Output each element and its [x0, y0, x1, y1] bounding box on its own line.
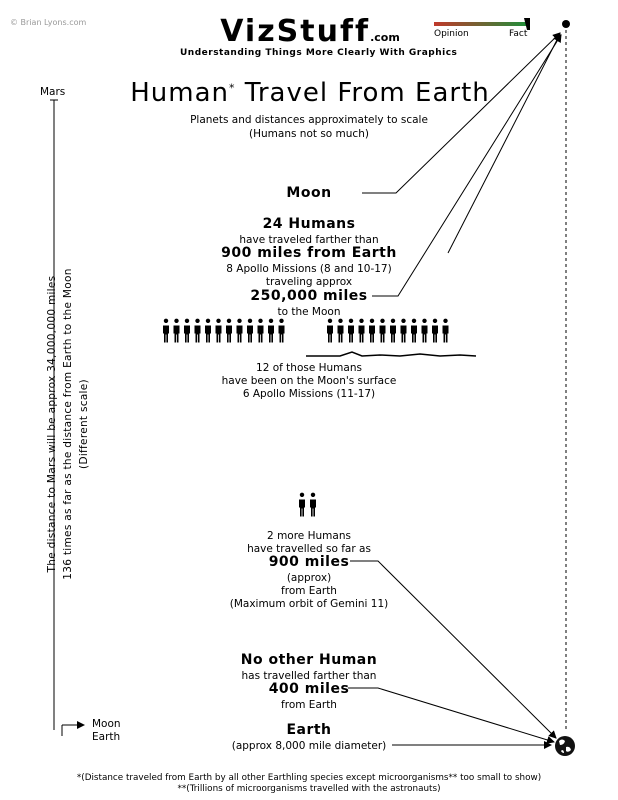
apollo-line4: to the Moon — [277, 306, 341, 318]
moonwalker-figure — [380, 319, 386, 343]
astronaut-figure — [163, 319, 169, 343]
surface-line2: have been on the Moon's surface — [221, 375, 397, 387]
earth-note: (approx 8,000 mile diameter) — [231, 740, 387, 752]
mars-distance-note: The distance to Mars will be approx 34,000,000 miles 136 times as far as the distance from Earth to the Moon (Different scale) — [46, 268, 90, 580]
apollo-moon-distance: 250,000 miles — [250, 288, 368, 304]
surface-line3: 6 Apollo Missions (11-17) — [242, 388, 376, 400]
gemini-astronaut-figure — [299, 493, 305, 517]
logo — [190, 14, 430, 49]
earth-label: Earth — [286, 722, 332, 738]
other-distance: 400 miles — [268, 681, 350, 697]
logo-suffix: .com — [370, 31, 400, 44]
subtitle-2: (Humans not so much) — [249, 128, 369, 140]
mini-moon-label: Moon — [92, 718, 121, 730]
scale-right-label: Fact — [509, 29, 528, 39]
gemini-distance: 900 miles — [268, 554, 350, 570]
surface-line1: 12 of those Humans — [256, 362, 362, 374]
astronaut-figure — [205, 319, 211, 343]
apollo-distance: 900 miles from Earth — [221, 245, 397, 261]
footnote-1: *(Distance traveled from Earth by all other Earthling species except microorganisms** too small to show) — [76, 773, 542, 783]
apollo-astronauts — [163, 319, 449, 343]
logo-tagline: Understanding Things More Clearly With Graphics — [180, 48, 458, 58]
watermark: © Brian Lyons.com — [10, 18, 87, 27]
astronaut-figure — [194, 319, 200, 343]
other-line2: from Earth — [281, 699, 337, 711]
astronaut-figure — [184, 319, 190, 343]
mars-label: Mars — [40, 86, 66, 98]
moon-dot-icon — [562, 20, 570, 28]
astronaut-figure — [173, 319, 179, 343]
moonwalker-figure — [390, 319, 396, 343]
moonwalker-figure — [338, 319, 344, 343]
moonwalker-figure — [369, 319, 375, 343]
gemini-astronaut-figure — [310, 493, 316, 517]
moon-surface-line — [306, 352, 476, 356]
mini-earth-label: Earth — [92, 731, 121, 743]
apollo-line1: have traveled farther than — [239, 234, 379, 246]
apollo-900-arrow — [448, 34, 560, 253]
subtitle-1: Planets and distances approximately to scale — [190, 114, 428, 126]
astronaut-figure — [268, 319, 274, 343]
moonwalker-figure — [422, 319, 428, 343]
gemini-line3: (approx) — [286, 572, 332, 584]
earth-globe-icon — [555, 736, 575, 756]
moonwalker-figure — [443, 319, 449, 343]
gemini-line1: 2 more Humans — [267, 530, 351, 542]
opinion-fact-scale — [434, 22, 528, 26]
astronaut-figure — [279, 319, 285, 343]
logo-main: VizStuff — [220, 14, 371, 49]
gemini-line2: have travelled so far as — [247, 543, 371, 555]
gemini-line4: from Earth — [281, 585, 337, 597]
moonwalker-figure — [411, 319, 417, 343]
astronaut-figure — [258, 319, 264, 343]
moon-label: Moon — [286, 185, 332, 201]
astronaut-figure — [226, 319, 232, 343]
astronaut-figure — [247, 319, 253, 343]
apollo-line2: 8 Apollo Missions (8 and 10-17) — [226, 263, 392, 275]
moonwalker-figure — [327, 319, 333, 343]
footnote-2: **(Trillions of microorganisms travelled with the astronauts) — [177, 784, 441, 794]
moonwalker-figure — [432, 319, 438, 343]
apollo-line3: traveling approx — [265, 276, 353, 288]
astronaut-figure — [236, 319, 242, 343]
other-line1: has travelled farther than — [241, 670, 377, 682]
moonwalker-figure — [359, 319, 365, 343]
moonwalker-figure — [401, 319, 407, 343]
scale-left-label: Opinion — [434, 29, 469, 39]
apollo-count: 24 Humans — [262, 216, 356, 232]
gemini-line5: (Maximum orbit of Gemini 11) — [229, 598, 389, 610]
astronaut-figure — [215, 319, 221, 343]
other-heading: No other Human — [240, 652, 378, 668]
page-title: Human* Travel From Earth — [130, 78, 490, 108]
moonwalker-figure — [348, 319, 354, 343]
gemini-astronauts — [299, 493, 316, 517]
